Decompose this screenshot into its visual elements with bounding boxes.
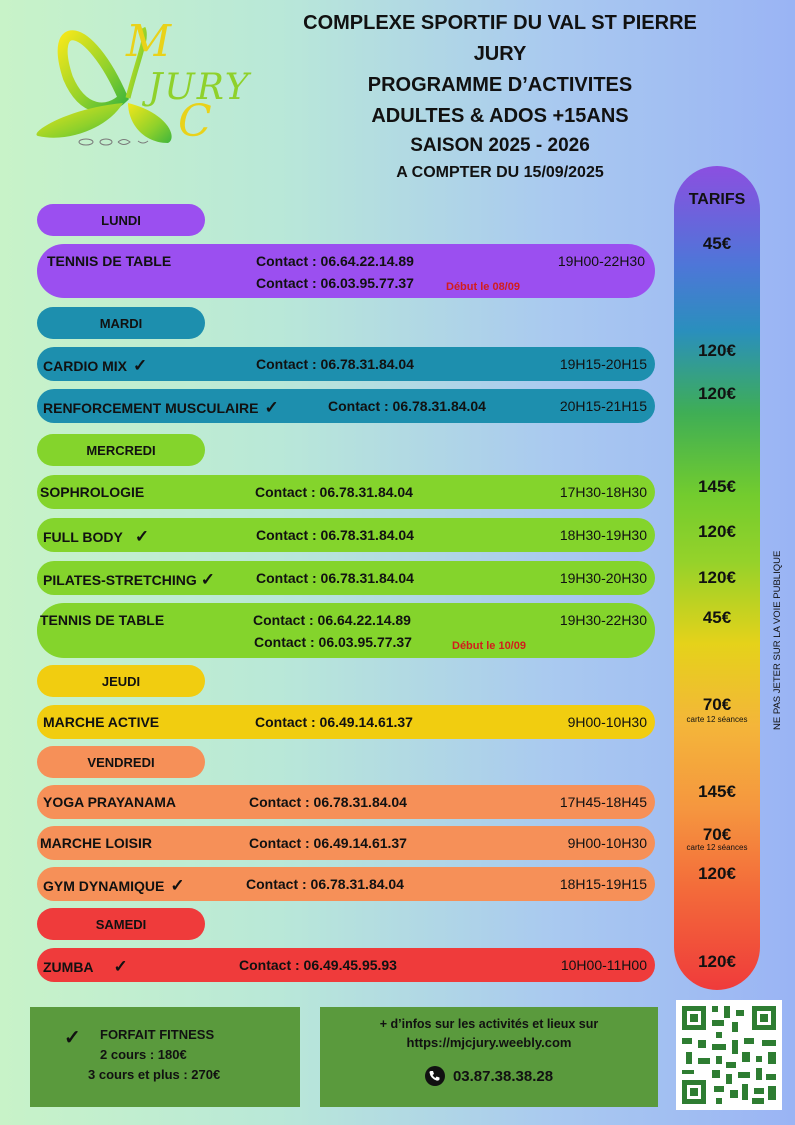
day-mercredi: MERCREDI <box>37 434 205 466</box>
activity-time: 19H00-22H30 <box>557 253 645 269</box>
check-icon: ✓ <box>134 527 150 546</box>
activity-name: CARDIO MIX <box>43 358 127 374</box>
price-sophrologie: 145€ <box>698 477 736 496</box>
check-icon: ✓ <box>170 876 185 895</box>
activity-time: 19H30-22H30 <box>559 612 647 628</box>
row-zumba <box>37 948 655 982</box>
activity-name: FULL BODY <box>43 529 123 545</box>
activity-time: 19H30-20H30 <box>559 570 647 586</box>
activity-name: RENFORCEMENT MUSCULAIRE <box>43 400 259 416</box>
day-jeudi: JEUDI <box>37 665 205 697</box>
activity-name: MARCHE ACTIVE <box>43 714 160 730</box>
logo-letter-c: C <box>178 96 212 147</box>
activity-time: 9H00-10H30 <box>567 835 647 851</box>
activity-contact-2: Contact : 06.03.95.77.37 <box>254 634 412 650</box>
side-notice-text: NE PAS JETER SUR LA VOIE PUBLIQUE <box>772 550 783 730</box>
infos-box <box>320 1007 658 1107</box>
price-note-marche-active: carte 12 séances <box>686 715 748 724</box>
header-line-6: A COMPTER DU 15/09/2025 <box>396 164 604 181</box>
check-icon: ✓ <box>113 957 128 976</box>
header-line-5: SAISON 2025 - 2026 <box>410 135 590 156</box>
day-lundi: LUNDI <box>37 204 205 236</box>
day-vendredi: VENDREDI <box>37 746 205 778</box>
check-icon: ✓ <box>64 1027 81 1049</box>
activity-name: YOGA PRAYANAMA <box>43 794 177 810</box>
qr-code-icon <box>676 1000 782 1110</box>
mjc-logo <box>28 18 268 158</box>
activity-name: SOPHROLOGIE <box>40 484 145 500</box>
activity-contact: Contact : 06.49.14.61.37 <box>249 835 407 851</box>
price-pilates: 120€ <box>698 568 736 587</box>
price-tennis-mercredi: 45€ <box>702 608 732 627</box>
activity-contact: Contact : 06.64.22.14.89 <box>256 253 414 269</box>
activity-name: GYM DYNAMIQUE <box>43 878 165 894</box>
activity-time: 9H00-10H30 <box>567 714 647 730</box>
activity-contact: Contact : 06.78.31.84.04 <box>256 570 414 586</box>
activity-contact: Contact : 06.78.31.84.04 <box>328 398 486 414</box>
infos-phone-line <box>320 1066 658 1086</box>
activity-contact: Contact : 06.78.31.84.04 <box>249 794 407 810</box>
row-yoga <box>37 785 655 819</box>
header-line-3: PROGRAMME D’ACTIVITES <box>367 74 633 96</box>
activity-time: 19H15-20H15 <box>559 356 647 372</box>
check-icon: ✓ <box>133 356 148 375</box>
qr-code[interactable] <box>676 1000 782 1110</box>
day-samedi: SAMEDI <box>37 908 205 940</box>
activity-time: 17H45-18H45 <box>559 794 647 810</box>
phone-icon <box>425 1066 445 1086</box>
activity-name: ZUMBA <box>43 959 94 975</box>
infos-line-1: + d’infos sur les activités et lieux sur <box>379 1017 599 1031</box>
forfait-line-2: 3 cours et plus : 270€ <box>88 1067 221 1082</box>
price-note-marche-loisir: carte 12 séances <box>686 843 748 852</box>
infos-phone[interactable]: 03.87.38.38.28 <box>452 1067 554 1085</box>
header-line-4: ADULTES & ADOS +15ANS <box>371 105 629 127</box>
activity-time: 10H00-11H00 <box>560 957 647 973</box>
row-full-body <box>37 518 655 552</box>
header-line-2: JURY <box>473 43 527 65</box>
activity-contact: Contact : 06.64.22.14.89 <box>253 612 411 628</box>
activity-name: TENNIS DE TABLE <box>47 253 172 269</box>
activity-time: 20H15-21H15 <box>559 398 647 414</box>
page-header <box>260 8 740 186</box>
activity-contact-2: Contact : 06.03.95.77.37 <box>256 275 414 291</box>
header-line-1: COMPLEXE SPORTIF DU VAL ST PIERRE <box>303 12 697 34</box>
logo-jury-text: JURY <box>148 67 251 108</box>
check-icon: ✓ <box>264 398 279 417</box>
row-marche-active <box>37 705 655 739</box>
activity-name: PILATES-STRETCHING <box>43 572 197 588</box>
row-tennis-lundi <box>37 244 655 298</box>
infos-url[interactable]: https://mjcjury.weebly.com <box>406 1035 572 1050</box>
activity-contact: Contact : 06.78.31.84.04 <box>256 356 414 372</box>
start-note: Début le 08/09 <box>446 281 520 293</box>
row-cardio-mix <box>37 347 655 381</box>
forfait-title: FORFAIT FITNESS <box>100 1027 215 1042</box>
activity-contact: Contact : 06.78.31.84.04 <box>246 876 404 892</box>
row-tennis-mercredi <box>37 603 655 658</box>
row-marche-loisir <box>37 826 655 860</box>
activity-contact: Contact : 06.78.31.84.04 <box>256 527 414 543</box>
price-renforcement: 120€ <box>698 384 736 403</box>
tarifs-title: TARIFS <box>688 191 746 208</box>
price-zumba: 120€ <box>698 952 736 971</box>
price-tennis-lundi: 45€ <box>702 234 732 253</box>
price-marche-loisir: 70€ <box>702 825 732 844</box>
row-sophrologie <box>37 475 655 509</box>
price-yoga: 145€ <box>698 782 736 801</box>
check-icon: ✓ <box>200 570 215 589</box>
price-gym: 120€ <box>698 864 736 883</box>
activity-contact: Contact : 06.78.31.84.04 <box>255 484 413 500</box>
row-pilates <box>37 561 655 595</box>
forfait-line-1: 2 cours : 180€ <box>100 1047 187 1062</box>
activity-name: MARCHE LOISIR <box>40 835 152 851</box>
row-gym-dynamique <box>37 867 655 901</box>
activity-time: 17H30-18H30 <box>559 484 647 500</box>
activity-contact: Contact : 06.49.14.61.37 <box>255 714 413 730</box>
price-cardio: 120€ <box>698 341 736 360</box>
forfait-box <box>30 1007 300 1107</box>
logo-letter-m: M <box>126 16 172 67</box>
start-note: Début le 10/09 <box>452 640 526 652</box>
activity-name: TENNIS DE TABLE <box>40 612 165 628</box>
row-renforcement <box>37 389 655 423</box>
price-full-body: 120€ <box>698 522 736 541</box>
side-notice <box>770 520 790 730</box>
activity-time: 18H30-19H30 <box>559 527 647 543</box>
day-mardi: MARDI <box>37 307 205 339</box>
price-marche-active: 70€ <box>702 695 732 714</box>
activity-contact: Contact : 06.49.45.95.93 <box>239 957 397 973</box>
activity-time: 18H15-19H15 <box>559 876 647 892</box>
